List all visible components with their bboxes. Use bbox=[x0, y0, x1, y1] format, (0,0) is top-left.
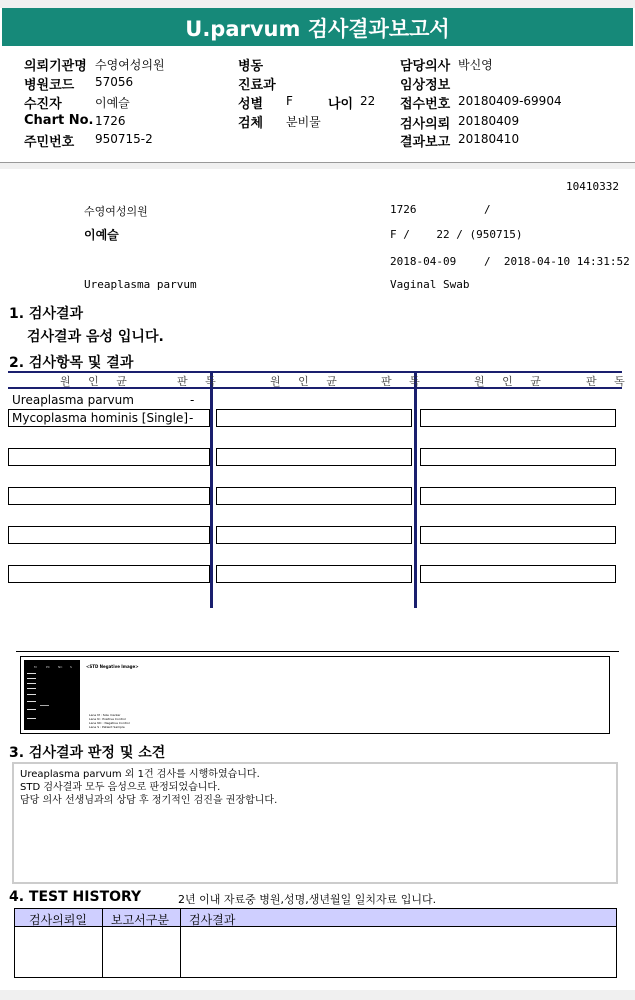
empty-cell bbox=[420, 565, 616, 583]
col-judgement-2: 판 독 bbox=[381, 375, 427, 388]
gel-image-panel bbox=[20, 656, 610, 734]
empty-cell bbox=[420, 526, 616, 544]
specimen-label: 검체 bbox=[238, 116, 264, 131]
dept-label: 진료과 bbox=[238, 78, 276, 93]
legend-item: Lane S : Patient Sample bbox=[89, 725, 125, 729]
table-row bbox=[8, 409, 210, 427]
request-label: 검사의뢰 bbox=[400, 117, 451, 132]
col-pathogen-3: 원 인 균 bbox=[474, 375, 548, 388]
clinical-label: 임상정보 bbox=[400, 78, 451, 93]
summary-clinic: 수영여성의원 bbox=[84, 205, 148, 218]
empty-cell bbox=[216, 565, 412, 583]
row1-result: - bbox=[190, 393, 195, 407]
report-number: 10410332 bbox=[566, 180, 619, 193]
col-judgement-1: 판 독 bbox=[177, 375, 223, 388]
lane-label: NC bbox=[58, 665, 63, 669]
request-value: 20180409 bbox=[458, 114, 520, 128]
summary-sex-age-id: F / 22 / (950715) bbox=[390, 228, 523, 241]
opinion-box bbox=[12, 762, 618, 884]
history-col-divider bbox=[180, 909, 181, 977]
empty-cell bbox=[420, 409, 616, 427]
empty-cell bbox=[216, 409, 412, 427]
col-judgement-3: 판 독 bbox=[586, 375, 632, 388]
id-value: 950715-2 bbox=[95, 132, 153, 146]
summary-chart: 1726 bbox=[390, 203, 417, 216]
empty-cell bbox=[420, 448, 616, 466]
col-pathogen-1: 원 인 균 bbox=[60, 375, 134, 388]
lane-label: PC bbox=[46, 665, 50, 669]
page-title: U.parvum 검사결과보고서 bbox=[185, 17, 450, 41]
row2-name: Mycoplasma hominis [Single] bbox=[12, 411, 189, 425]
date-received: 2018-04-09 bbox=[390, 255, 457, 268]
grid-divider-2 bbox=[414, 371, 417, 608]
legend-item: Lane N : Positive Control bbox=[89, 717, 126, 721]
report-label: 결과보고 bbox=[400, 135, 451, 150]
gel-image bbox=[24, 660, 80, 730]
code-label: 병원코드 bbox=[24, 78, 75, 93]
history-col-date: 검사의뢰일 bbox=[29, 913, 87, 927]
top-strip bbox=[0, 0, 635, 8]
specimen-value: 분비물 bbox=[286, 115, 321, 129]
empty-cell bbox=[8, 565, 210, 583]
empty-cell bbox=[216, 526, 412, 544]
doctor-label: 담당의사 bbox=[400, 59, 451, 74]
chart-value: 1726 bbox=[95, 114, 126, 128]
image-divider bbox=[16, 651, 619, 652]
date-reported: / 2018-04-10 14:31:52 bbox=[484, 255, 630, 268]
row2-result: - bbox=[189, 411, 194, 425]
section1-result: 검사결과 음성 입니다. bbox=[27, 329, 164, 345]
patient-value: 이예슬 bbox=[95, 96, 130, 110]
empty-cell bbox=[420, 487, 616, 505]
report-value: 20180410 bbox=[458, 132, 520, 146]
gel-legend bbox=[89, 713, 130, 729]
patient-label: 수진자 bbox=[24, 97, 62, 112]
history-col-divider bbox=[102, 909, 103, 977]
hospital-value: 수영여성의원 bbox=[95, 58, 165, 72]
section4-heading: 4. TEST HISTORY bbox=[9, 889, 142, 905]
empty-cell bbox=[8, 526, 210, 544]
history-header bbox=[15, 909, 616, 927]
code-value: 57056 bbox=[95, 75, 134, 89]
title-bar bbox=[2, 8, 633, 46]
legend-item: Lane NC : Negative Control bbox=[89, 721, 130, 725]
summary-slash: / bbox=[484, 203, 491, 216]
gel-caption: <STD Negative Image> bbox=[86, 664, 139, 669]
col-pathogen-2: 원 인 균 bbox=[270, 375, 344, 388]
empty-cell bbox=[8, 487, 210, 505]
history-table bbox=[14, 908, 617, 978]
history-col-type: 보고서구분 bbox=[111, 913, 169, 927]
bottom-strip bbox=[0, 990, 635, 1000]
lane-label: S bbox=[70, 665, 72, 669]
section2-heading: 2. 검사항목 및 결과 bbox=[9, 355, 134, 371]
opinion-line: Ureaplasma parvum 외 1건 검사를 시행하였습니다. bbox=[20, 769, 260, 780]
receipt-value: 20180409-69904 bbox=[458, 94, 562, 108]
summary-name: 이예슬 bbox=[84, 228, 119, 242]
section-gap bbox=[0, 163, 635, 169]
empty-cell bbox=[216, 448, 412, 466]
grid-divider-1 bbox=[210, 371, 213, 608]
history-note: 2년 이내 자료중 병원,성명,생년월일 일치자료 입니다. bbox=[178, 893, 437, 906]
chart-label: Chart No. bbox=[24, 113, 94, 128]
legend-item: Lane M : Size marker bbox=[89, 713, 121, 717]
row1-name: Ureaplasma parvum bbox=[12, 393, 134, 407]
section3-heading: 3. 검사결과 판정 및 소견 bbox=[9, 745, 166, 761]
opinion-line: 담당 의사 선생님과의 상담 후 정기적인 검진을 권장합니다. bbox=[20, 795, 278, 806]
sex-value: F bbox=[286, 94, 293, 108]
age-label: 나이 bbox=[328, 97, 354, 112]
summary-organism: Ureaplasma parvum bbox=[84, 278, 197, 291]
section1-heading: 1. 검사결과 bbox=[9, 306, 84, 322]
summary-specimen-type: Vaginal Swab bbox=[390, 278, 470, 291]
hospital-label: 의뢰기관명 bbox=[24, 59, 87, 74]
age-value: 22 bbox=[360, 94, 376, 108]
opinion-line: STD 검사결과 모두 음성으로 판정되었습니다. bbox=[20, 782, 221, 793]
lane-label: M bbox=[34, 665, 37, 669]
sex-label: 성별 bbox=[238, 97, 264, 112]
empty-cell bbox=[8, 448, 210, 466]
empty-cell bbox=[216, 487, 412, 505]
id-label: 주민번호 bbox=[24, 135, 75, 150]
ward-label: 병동 bbox=[238, 59, 264, 74]
history-col-result: 검사결과 bbox=[189, 913, 236, 927]
doctor-value: 박신영 bbox=[458, 58, 493, 72]
receipt-label: 접수번호 bbox=[400, 97, 451, 112]
